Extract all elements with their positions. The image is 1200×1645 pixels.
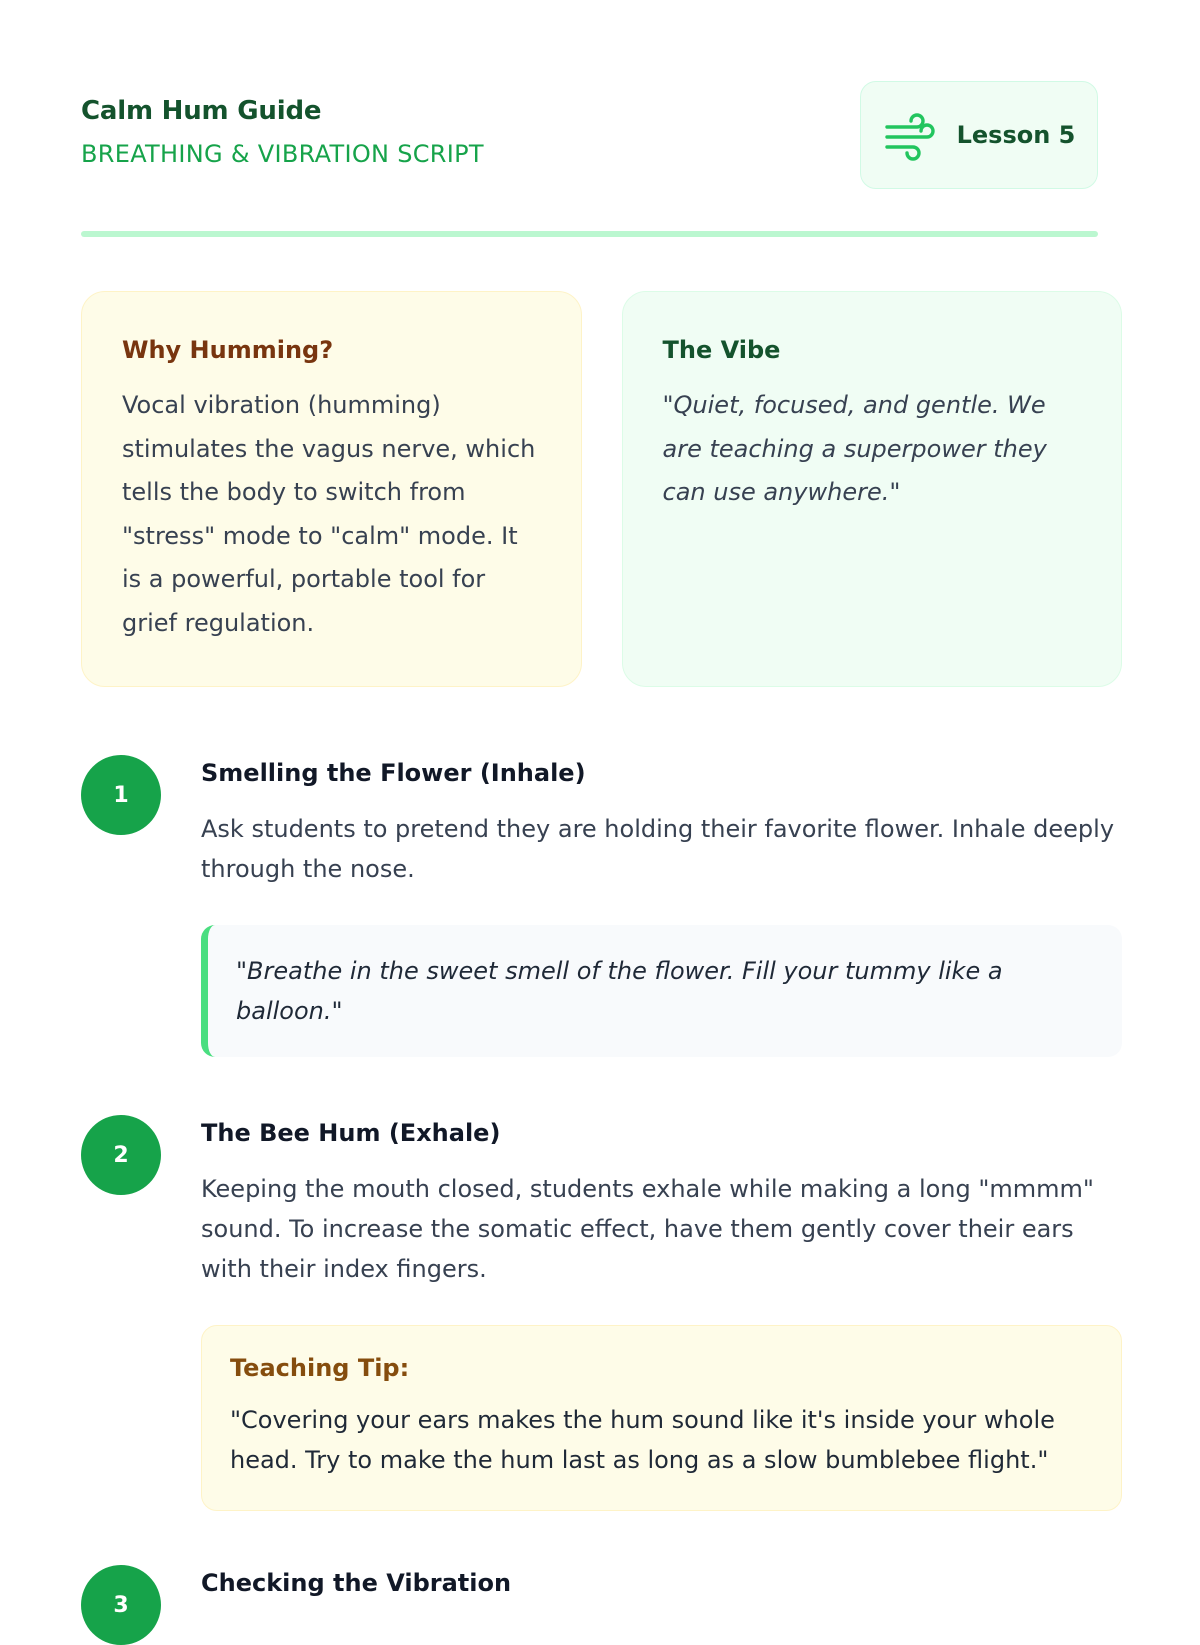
- page-subtitle: BREATHING & VIBRATION SCRIPT: [81, 140, 484, 168]
- step-content: [201, 755, 1122, 1057]
- vibe-card: [622, 291, 1123, 687]
- vibe-title: The Vibe: [662, 336, 781, 364]
- wind-icon: [883, 113, 935, 157]
- step-content: [201, 1115, 1122, 1511]
- step-description: Ask students to pretend they are holding their favorite flower. Inhale deeply through the nose.: [201, 815, 1115, 883]
- info-cards: [81, 291, 1122, 687]
- page-title: Calm Hum Guide: [81, 96, 322, 126]
- why-humming-body: Vocal vibration (humming) stimulates the vagus nerve, which tells the body to switch from "stress" mode to "calm" mode. It is a powerful, portable tool for grief regulation.: [122, 391, 536, 637]
- vibe-body: "Quiet, focused, and gentle. We are teaching a superpower they can use anywhere.": [662, 391, 1047, 506]
- lesson-label: Lesson 5: [956, 121, 1076, 149]
- step-title: Checking the Vibration: [201, 1569, 512, 1597]
- page-header: [81, 0, 1098, 236]
- step-content: [201, 1565, 1122, 1601]
- teaching-tip-text: "Covering your ears makes the hum sound like it's inside your whole head. Try to make the hum last as long as a slow bumblebee flight.": [230, 1406, 1055, 1474]
- why-humming-title: Why Humming?: [122, 336, 334, 364]
- step-title: The Bee Hum (Exhale): [201, 1119, 501, 1147]
- why-humming-card: [81, 291, 582, 687]
- script-quote: "Breathe in the sweet smell of the flower. Fill your tummy like a balloon.": [201, 925, 1122, 1057]
- step-title: Smelling the Flower (Inhale): [201, 759, 586, 787]
- teaching-tip-label: Teaching Tip:: [230, 1354, 410, 1382]
- step-description: Keeping the mouth closed, students exhale while making a long "mmmm" sound. To increase the somatic effect, have them gently cover their ears with their index fingers.: [201, 1175, 1094, 1283]
- header-divider: [81, 231, 1098, 237]
- step-number-badge: 1: [81, 755, 161, 835]
- teaching-tip-box: [201, 1325, 1122, 1511]
- lesson-badge: [860, 81, 1098, 189]
- step-number-badge: 2: [81, 1115, 161, 1195]
- step-number-badge: 3: [81, 1565, 161, 1645]
